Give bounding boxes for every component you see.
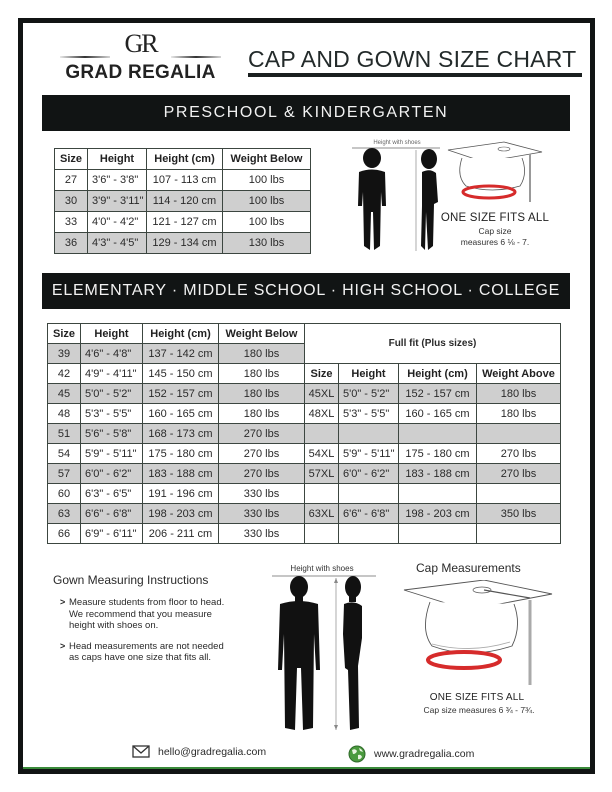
table-row [48, 404, 561, 424]
globe-icon [348, 745, 366, 763]
main-size-table [47, 323, 561, 544]
plus-col-header-height-cm: Height (cm) [399, 364, 477, 384]
table-row [55, 212, 311, 233]
instruction-text: Head measurements are not needed as caps have one size that fits all. [69, 640, 224, 663]
cell-xl-size: 48XL [305, 404, 339, 424]
one-size-fits-all-label: ONE SIZE FITS ALL [440, 212, 550, 224]
cell-xl-height: 6'6" - 6'8" [339, 504, 399, 524]
adult-cap-size-note: Cap size measures 6 ¾ - 7¾. [423, 705, 535, 715]
logo-monogram: GR [124, 29, 157, 58]
logo-name: GRAD REGALIA [65, 62, 216, 83]
table-row [48, 464, 561, 484]
cell-height: 4'0" - 4'2" [88, 212, 147, 233]
footer-website[interactable] [348, 745, 474, 763]
cell-xl-height-cm: 183 - 188 cm [399, 464, 477, 484]
cell-height-cm: 206 - 211 cm [143, 524, 219, 544]
cell-xl-height: 6'0" - 6'2" [339, 464, 399, 484]
section-banner-main: ELEMENTARY · MIDDLE SCHOOL · HIGH SCHOOL · COLLEGE [42, 273, 570, 309]
cell-xl-size [305, 484, 339, 504]
col-header-size: Size [48, 324, 81, 344]
cell-xl-size: 54XL [305, 444, 339, 464]
cell-xl-height-cm: 160 - 165 cm [399, 404, 477, 424]
cell-height: 5'3" - 5'5" [81, 404, 143, 424]
frame-accent-line [23, 767, 590, 769]
list-item [60, 597, 235, 632]
cell-xl-weight: 180 lbs [477, 404, 561, 424]
cell-size: 45 [48, 384, 81, 404]
cell-height: 3'6" - 3'8" [88, 170, 147, 191]
cell-xl-size [305, 524, 339, 544]
brand-logo [58, 30, 223, 85]
gown-instructions-title: Gown Measuring Instructions [53, 573, 209, 587]
cell-height-cm: 198 - 203 cm [143, 504, 219, 524]
cell-weight: 330 lbs [219, 524, 305, 544]
table-row [48, 524, 561, 544]
graduation-cap-icon [444, 140, 544, 210]
cell-height: 6'3" - 6'5" [81, 484, 143, 504]
cell-height-cm: 175 - 180 cm [143, 444, 219, 464]
cell-xl-size: 57XL [305, 464, 339, 484]
cell-weight: 100 lbs [223, 191, 311, 212]
cell-xl-weight [477, 424, 561, 444]
cell-size: 36 [55, 233, 88, 254]
cell-height: 5'0" - 5'2" [81, 384, 143, 404]
table-row [48, 364, 561, 384]
cap-measurements-title: Cap Measurements [416, 561, 521, 575]
cell-xl-size: 45XL [305, 384, 339, 404]
adult-silhouette-icon [270, 574, 380, 734]
cell-weight: 270 lbs [219, 464, 305, 484]
adult-height-with-shoes-label: Height with shoes [290, 564, 354, 573]
col-header-height: Height [88, 149, 147, 170]
graduation-cap-icon [400, 580, 555, 690]
cell-size: 42 [48, 364, 81, 384]
cell-xl-height-cm: 152 - 157 cm [399, 384, 477, 404]
envelope-icon [132, 745, 150, 758]
chevron-right-icon: > [60, 640, 66, 651]
cell-height: 4'9" - 4'11" [81, 364, 143, 384]
cell-height-cm: 107 - 113 cm [147, 170, 223, 191]
cell-height: 6'9" - 6'11" [81, 524, 143, 544]
cell-height-cm: 114 - 120 cm [147, 191, 223, 212]
gown-instructions-list [60, 597, 235, 673]
table-header-row [55, 149, 311, 170]
cell-size: 27 [55, 170, 88, 191]
cell-size: 63 [48, 504, 81, 524]
cell-weight: 130 lbs [223, 233, 311, 254]
cell-weight: 100 lbs [223, 212, 311, 233]
cell-height-cm: 183 - 188 cm [143, 464, 219, 484]
adult-one-size-fits-all-label: ONE SIZE FITS ALL [429, 692, 525, 703]
cell-size: 66 [48, 524, 81, 544]
child-silhouette-icon [350, 146, 445, 254]
plus-col-header-weight-above: Weight Above [477, 364, 561, 384]
cell-xl-weight [477, 484, 561, 504]
cell-height-cm: 168 - 173 cm [143, 424, 219, 444]
cell-xl-size [305, 424, 339, 444]
cell-xl-height: 5'3" - 5'5" [339, 404, 399, 424]
cell-height-cm: 121 - 127 cm [147, 212, 223, 233]
cell-height: 4'6" - 4'8" [81, 344, 143, 364]
cell-xl-height [339, 424, 399, 444]
table-row [55, 170, 311, 191]
cell-weight: 180 lbs [219, 344, 305, 364]
height-with-shoes-label: Height with shoes [373, 140, 421, 146]
cell-xl-weight [477, 524, 561, 544]
cell-xl-size: 63XL [305, 504, 339, 524]
cell-xl-height-cm: 198 - 203 cm [399, 504, 477, 524]
col-header-weight-below: Weight Below [223, 149, 311, 170]
table-row [55, 233, 311, 254]
preschool-size-table [54, 148, 311, 254]
list-item [60, 641, 235, 664]
cell-xl-weight: 350 lbs [477, 504, 561, 524]
cell-size: 54 [48, 444, 81, 464]
plus-sizes-title: Full fit (Plus sizes) [305, 324, 561, 364]
logo-rule-right [171, 56, 221, 58]
cell-xl-height-cm [399, 484, 477, 504]
cell-weight: 180 lbs [219, 404, 305, 424]
cell-xl-weight: 270 lbs [477, 444, 561, 464]
col-header-height: Height [81, 324, 143, 344]
cell-size: 51 [48, 424, 81, 444]
website-link[interactable]: www.gradregalia.com [374, 748, 475, 760]
cell-height: 6'6" - 6'8" [81, 504, 143, 524]
col-header-weight-below: Weight Below [219, 324, 305, 344]
cell-size: 57 [48, 464, 81, 484]
title-underline [248, 73, 582, 77]
table-row [48, 424, 561, 444]
cell-height-cm: 145 - 150 cm [143, 364, 219, 384]
cell-size: 60 [48, 484, 81, 504]
cell-xl-weight: 180 lbs [477, 384, 561, 404]
cap-size-note-line2: measures 6 ⅛ - 7. [460, 237, 530, 247]
footer-email[interactable] [132, 745, 266, 758]
table-row [48, 504, 561, 524]
email-link[interactable]: hello@gradregalia.com [158, 745, 267, 758]
cell-height: 5'9" - 5'11" [81, 444, 143, 464]
cell-weight: 270 lbs [219, 424, 305, 444]
cell-height: 6'0" - 6'2" [81, 464, 143, 484]
cell-height: 5'6" - 5'8" [81, 424, 143, 444]
chevron-right-icon: > [60, 597, 66, 607]
plus-col-header-size: Size [305, 364, 339, 384]
cell-height-cm: 160 - 165 cm [143, 404, 219, 424]
cell-size: 33 [55, 212, 88, 233]
cell-weight: 270 lbs [219, 444, 305, 464]
logo-rule-left [60, 56, 110, 58]
cell-xl-height-cm: 175 - 180 cm [399, 444, 477, 464]
section-banner-preschool: PRESCHOOL & KINDERGARTEN [42, 95, 570, 131]
cell-height-cm: 129 - 134 cm [147, 233, 223, 254]
cell-weight: 330 lbs [219, 484, 305, 504]
col-header-height-cm: Height (cm) [143, 324, 219, 344]
table-row [55, 191, 311, 212]
cell-weight: 330 lbs [219, 504, 305, 524]
cell-xl-height [339, 524, 399, 544]
instruction-text: Measure students from floor to head. We recommend that you measure height with shoes on. [69, 597, 225, 631]
cell-height-cm: 191 - 196 cm [143, 484, 219, 504]
cell-height: 4'3" - 4'5" [88, 233, 147, 254]
table-row [48, 484, 561, 504]
table-row [48, 444, 561, 464]
cell-xl-height [339, 484, 399, 504]
cell-weight: 100 lbs [223, 170, 311, 191]
cell-height-cm: 137 - 142 cm [143, 344, 219, 364]
cell-size: 30 [55, 191, 88, 212]
table-row [48, 384, 561, 404]
cell-xl-height-cm [399, 424, 477, 444]
cell-xl-weight: 270 lbs [477, 464, 561, 484]
page-title: CAP AND GOWN SIZE CHART [248, 46, 577, 72]
cell-xl-height: 5'0" - 5'2" [339, 384, 399, 404]
cell-xl-height-cm [399, 524, 477, 544]
plus-col-header-height: Height [339, 364, 399, 384]
cell-weight: 180 lbs [219, 384, 305, 404]
cell-size: 48 [48, 404, 81, 424]
col-header-size: Size [55, 149, 88, 170]
cap-size-note-line1: Cap size [478, 226, 512, 236]
cell-xl-height: 5'9" - 5'11" [339, 444, 399, 464]
col-header-height-cm: Height (cm) [147, 149, 223, 170]
cell-weight: 180 lbs [219, 364, 305, 384]
table-header-row [48, 324, 561, 344]
cell-height-cm: 152 - 157 cm [143, 384, 219, 404]
cell-size: 39 [48, 344, 81, 364]
cell-height: 3'9" - 3'11" [88, 191, 147, 212]
